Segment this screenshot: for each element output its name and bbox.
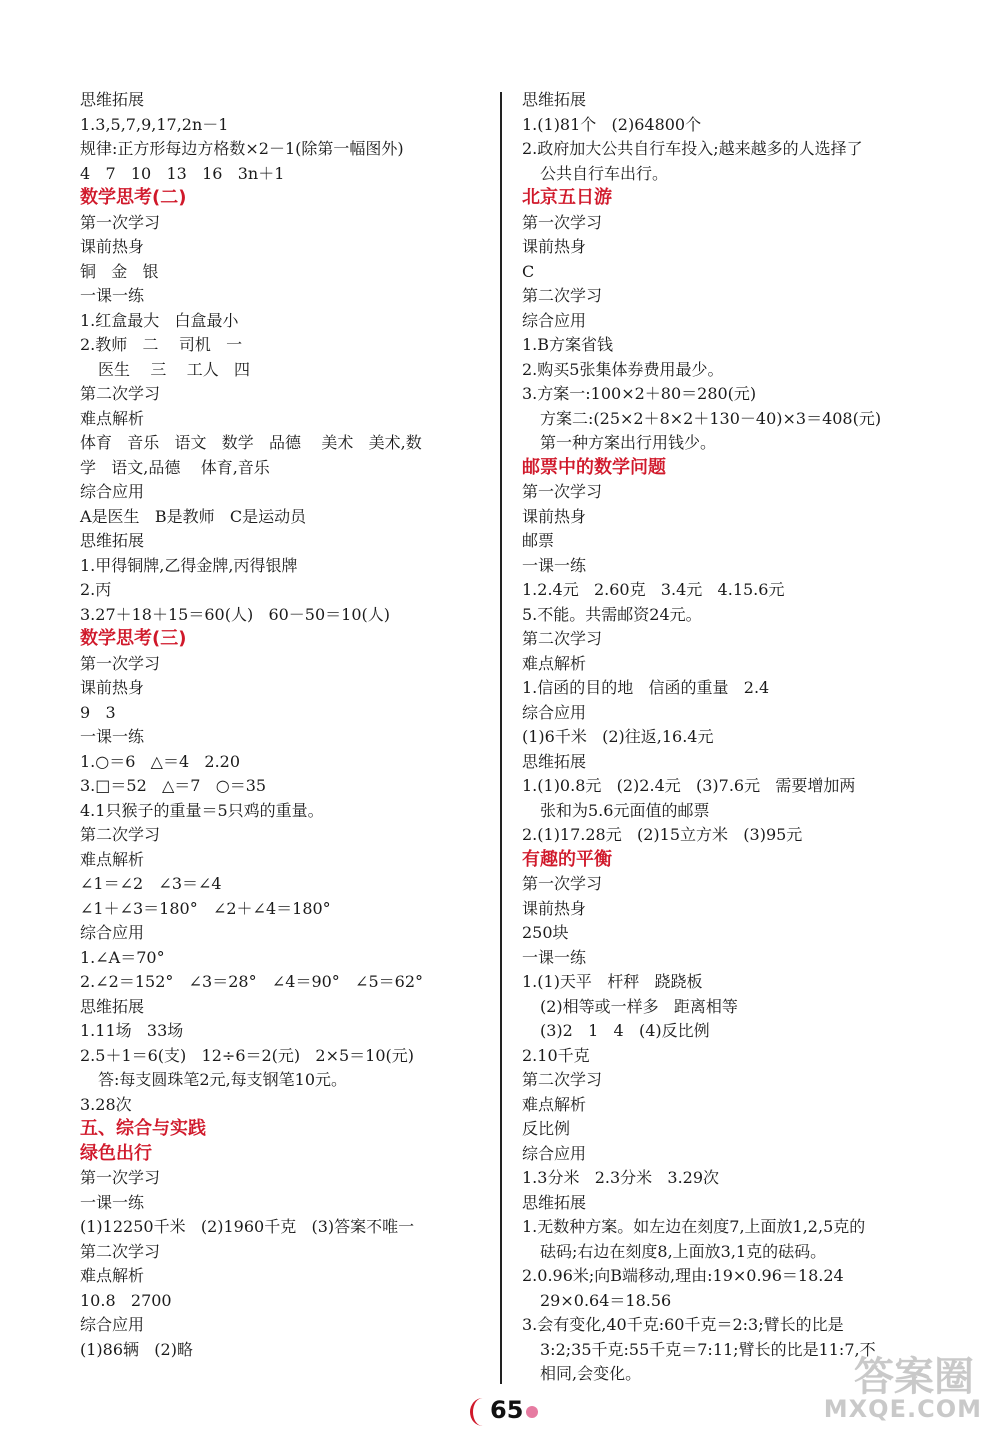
- answer-line: 相同,会变化。: [540, 1364, 642, 1383]
- answer-line: 张和为5.6元面值的邮票: [540, 800, 710, 820]
- answer-line: 体育 音乐 语文 数学 品德 美术 美术,数: [80, 433, 422, 452]
- answer-line: 反比例: [522, 1119, 571, 1138]
- answer-line: 一课一练: [80, 286, 145, 305]
- page-number-text: 65: [490, 1396, 524, 1424]
- answer-line: 思维拓展: [522, 90, 587, 109]
- answer-line: 3.27＋18＋15＝60(人) 60－50＝10(人): [80, 604, 391, 624]
- answer-line: 难点解析: [522, 653, 587, 673]
- answer-line: 第二次学习: [80, 1241, 161, 1261]
- section-heading: 数学思考(三): [80, 628, 187, 649]
- answer-line: 第二次学习: [80, 825, 161, 844]
- answer-line: 1.○＝6 △＝4 2.20: [80, 751, 241, 771]
- answer-line: 医生 三 工人 四: [98, 359, 250, 379]
- answer-line: 课前热身: [80, 237, 145, 256]
- answer-line: 2.∠2＝152° ∠3＝28° ∠4＝90° ∠5＝62°: [80, 972, 424, 991]
- answer-line: 思维拓展: [522, 751, 587, 771]
- answer-line: 一课一练: [522, 555, 587, 575]
- answer-line: 29×0.64＝18.56: [540, 1290, 672, 1310]
- answer-line: 1.3,5,7,9,17,2n－1: [80, 114, 229, 134]
- answer-line: 综合应用: [522, 702, 587, 722]
- answer-line: 课前热身: [522, 506, 587, 526]
- answer-line: 1.红盒最大 白盒最小: [80, 310, 239, 330]
- answer-line: 综合应用: [80, 1315, 145, 1334]
- answer-line: 2.购买5张集体券费用最少。: [522, 359, 724, 379]
- answer-line: 1.(1)天平 杆秤 跷跷板: [522, 972, 703, 991]
- answer-line: 10.8 2700: [80, 1290, 172, 1310]
- answer-line: 3.方案一:100×2＋80＝280(元): [522, 384, 757, 403]
- answer-line: (3)2 1 4 (4)反比例: [540, 1021, 710, 1040]
- answer-line: 思维拓展: [80, 90, 145, 109]
- answer-line: 4.1只猴子的重量＝5只鸡的重量。: [80, 800, 324, 820]
- watermark-url-text: MXQE.COM: [823, 1395, 982, 1423]
- answer-line: (2)相等或一样多 距离相等: [540, 996, 738, 1016]
- answer-line: 第二次学习: [522, 286, 603, 305]
- section-heading: 有趣的平衡: [522, 848, 612, 870]
- column-divider: [500, 92, 502, 1384]
- answer-line: (1)12250千米 (2)1960千克 (3)答案不唯一: [80, 1217, 415, 1236]
- answer-line: 1.(1)0.8元 (2)2.4元 (3)7.6元 需要增加两: [522, 776, 856, 795]
- answer-line: 一课一练: [522, 947, 587, 967]
- answer-line: 2.5＋1＝6(支) 12÷6＝2(元) 2×5＝10(元): [80, 1045, 415, 1065]
- answer-line: 公共自行车出行。: [540, 163, 669, 183]
- answer-line: 3:2;35千克:55千克＝7:11;臂长的比是11:7,不: [540, 1339, 876, 1359]
- answer-line: 第一次学习: [522, 212, 603, 232]
- answer-line: (1)6千米 (2)往返,16.4元: [522, 727, 714, 746]
- section-heading: 数学思考(二): [80, 187, 187, 208]
- answer-line: 第一次学习: [522, 874, 603, 893]
- watermark: [812, 1345, 982, 1425]
- answer-line: 一课一练: [80, 727, 145, 746]
- answer-line: 第一种方案出行用钱少。: [540, 433, 717, 452]
- answer-line: C: [522, 261, 535, 281]
- answer-line: 难点解析: [80, 408, 145, 428]
- answer-line: 第一次学习: [80, 212, 161, 232]
- answer-line: 第二次学习: [522, 1070, 603, 1089]
- answer-line: 9 3: [80, 702, 116, 722]
- answer-line: 思维拓展: [522, 1192, 587, 1212]
- left-column: [80, 88, 492, 1362]
- answer-line: 第一次学习: [80, 653, 161, 673]
- section-heading: 北京五日游: [522, 187, 612, 208]
- answer-line: 1.3分米 2.3分米 3.29次: [522, 1168, 720, 1187]
- section-heading: 五、综合与实践: [80, 1118, 206, 1139]
- answer-line: 2.0.96米;向B端移动,理由:19×0.96＝18.24: [522, 1266, 844, 1285]
- answer-line: 4 7 10 13 16 3n＋1: [80, 163, 285, 183]
- answer-line: 砝码;右边在刻度8,上面放3,1克的砝码。: [540, 1241, 827, 1261]
- right-column: [522, 88, 942, 1387]
- answer-line: 邮票: [522, 531, 555, 550]
- answer-line: 5.不能。共需邮资24元。: [522, 604, 702, 624]
- answer-line: 第二次学习: [80, 384, 161, 403]
- answer-line: 1.2.4元 2.60克 3.4元 4.15.6元: [522, 580, 785, 599]
- answer-line: 难点解析: [80, 849, 145, 869]
- answer-line: 铜 金 银: [80, 261, 159, 281]
- answer-line: 难点解析: [80, 1266, 145, 1285]
- answer-line: 思维拓展: [80, 531, 145, 550]
- answer-line: 方案二:(25×2＋8×2＋130－40)×3＝408(元): [540, 408, 882, 428]
- answer-line: 2.(1)17.28元 (2)15立方米 (3)95元: [522, 825, 803, 844]
- answer-line: 1.无数种方案。如左边在刻度7,上面放1,2,5克的: [522, 1217, 866, 1236]
- answer-line: 难点解析: [522, 1094, 587, 1114]
- answer-line: 规律:正方形每边方格数×2－1(除第一幅图外): [80, 139, 404, 158]
- answer-line: 1.甲得铜牌,乙得金牌,丙得银牌: [80, 555, 298, 575]
- answer-line: 课前热身: [80, 678, 145, 697]
- page-number-dot-icon: [526, 1406, 538, 1418]
- answer-line: (1)86辆 (2)略: [80, 1339, 193, 1359]
- answer-line: 思维拓展: [80, 996, 145, 1016]
- answer-line: 综合应用: [80, 923, 145, 942]
- answer-line: 2.丙: [80, 580, 112, 599]
- answer-line: 答:每支圆珠笔2元,每支钢笔10元。: [98, 1070, 348, 1089]
- answer-line: 1.(1)81个 (2)64800个: [522, 114, 702, 134]
- answer-line: 2.10千克: [522, 1045, 590, 1065]
- answer-line: A是医生 B是教师 C是运动员: [80, 506, 307, 526]
- answer-line: 一课一练: [80, 1192, 145, 1212]
- answer-line: 1.信函的目的地 信函的重量 2.4: [522, 678, 770, 697]
- answer-line: 2.政府加大公共自行车投入;越来越多的人选择了: [522, 139, 863, 158]
- watermark-logo-text: 答案圈: [854, 1354, 974, 1400]
- answer-line: 综合应用: [522, 310, 587, 330]
- answer-line: 3.28次: [80, 1094, 132, 1114]
- answer-line: 3.会有变化,40千克:60千克＝2:3;臂长的比是: [522, 1315, 844, 1334]
- answer-line: 第一次学习: [80, 1168, 161, 1187]
- answer-line: 250块: [522, 923, 569, 942]
- section-heading: 绿色出行: [80, 1142, 152, 1164]
- page-number: [470, 1394, 550, 1434]
- answer-line: 课前热身: [522, 898, 587, 918]
- answer-line: ∠1＋∠3＝180° ∠2＋∠4＝180°: [80, 898, 331, 918]
- answer-line: 课前热身: [522, 237, 587, 256]
- answer-line: 2.教师 二 司机 一: [80, 335, 243, 354]
- answer-line: 第一次学习: [522, 482, 603, 501]
- answer-line: 1.B方案省钱: [522, 335, 614, 354]
- answer-line: 学 语文,品德 体育,音乐: [80, 457, 270, 477]
- section-heading: 邮票中的数学问题: [522, 456, 666, 478]
- answer-line: 3.□＝52 △＝7 ○＝35: [80, 776, 267, 795]
- answer-line: 综合应用: [80, 482, 145, 501]
- answer-line: 综合应用: [522, 1143, 587, 1163]
- answer-line: ∠1＝∠2 ∠3＝∠4: [80, 874, 222, 893]
- answer-line: 1.∠A＝70°: [80, 947, 165, 967]
- answer-line: 第二次学习: [522, 629, 603, 648]
- answer-line: 1.11场 33场: [80, 1021, 184, 1040]
